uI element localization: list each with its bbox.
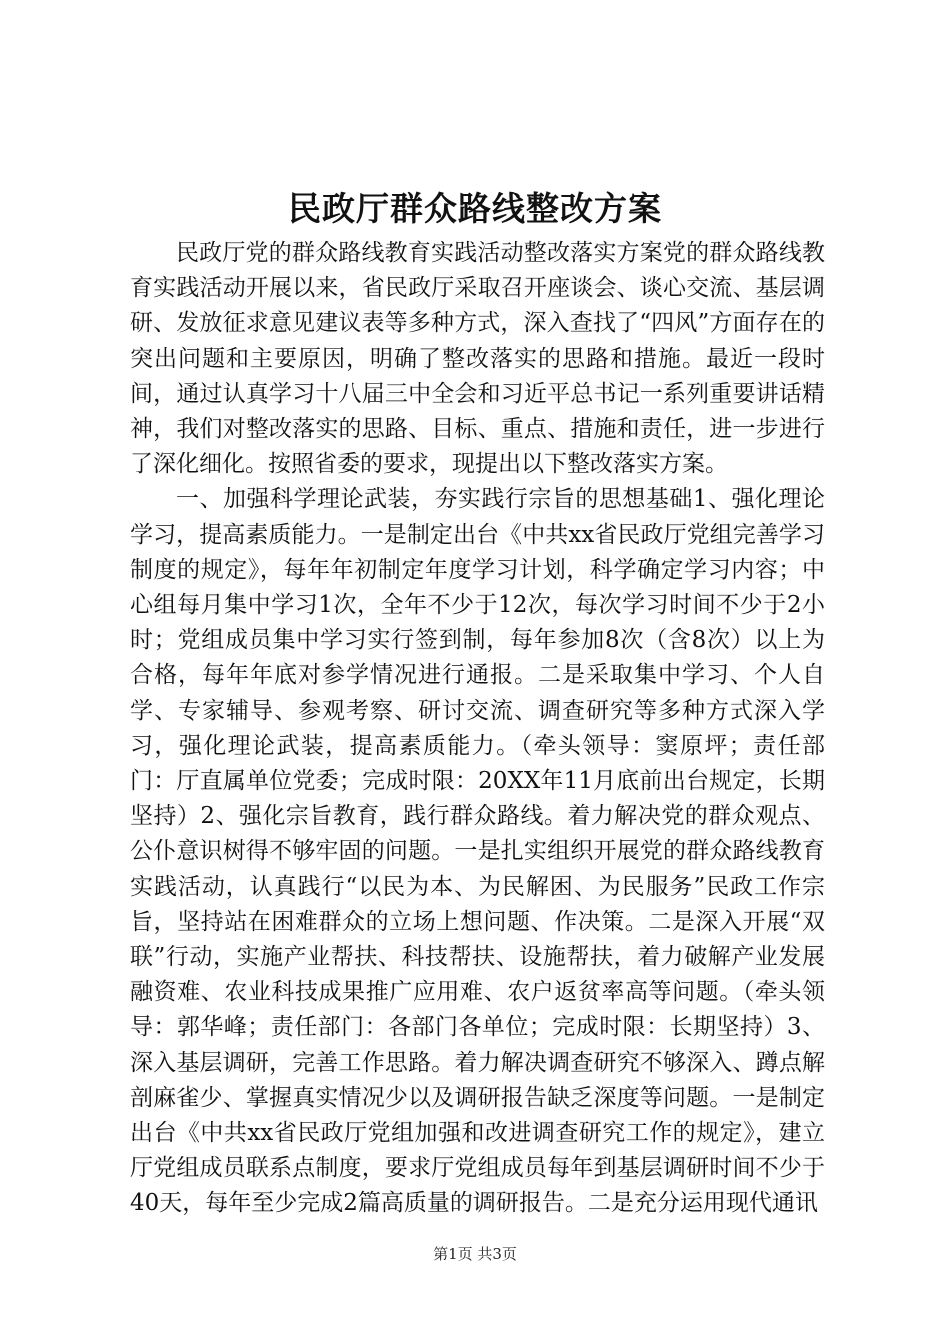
document-title: 民政厅群众路线整改方案: [288, 189, 662, 228]
document-body: [130, 236, 825, 1222]
body-paragraph-section-one: 一、加强科学理论武装，夯实践行宗旨的思想基础1、强化理论学习，提高素质能力。一是制定出台《中共xx省民政厅党组完善学习制度的规定》，每年年初制定年度学习计划，科学确定学习内容；中心组每月集中学习1次，全年不少于12次，每次学习时间不少于2小时；党组成员集中学习实行签到制，每年参加8次（含8次）以上为合格，每年年底对参学情况进行通报。二是采取集中学习、个人自学、专家辅导、参观考察、研讨交流、调查研究等多种方式深入学习，强化理论武装，提高素质能力。（牵头领导：窦原坪；责任部门：厅直属单位党委；完成时限：20XX年11月底前出台规定，长期坚持）2、强化宗旨教育，践行群众路线。着力解决党的群众观点、公仆意识树得不够牢固的问题。一是扎实组织开展党的群众路线教育实践活动，认真践行“以民为本、为民解困、为民服务”民政工作宗旨，坚持站在困难群众的立场上想问题、作决策。二是深入开展“双联”行动，实施产业帮扶、科技帮扶、设施帮扶，着力破解产业发展融资难、农业科技成果推广应用难、农户返贫率高等问题。（牵头领导：郭华峰；责任部门：各部门各单位；完成时限：长期坚持）3、深入基层调研，完善工作思路。着力解决调查研究不够深入、蹲点解剖麻雀少、掌握真实情况少以及调研报告缺乏深度等问题。一是制定出台《中共xx省民政厅党组加强和改进调查研究工作的规定》，建立厅党组成员联系点制度，要求厅党组成员每年到基层调研时间不少于40天，每年至少完成2篇高质量的调研报告。二是充分运用现代通讯: [130, 486, 825, 1217]
body-paragraph-intro: 民政厅党的群众路线教育实践活动整改落实方案党的群众路线教育实践活动开展以来，省民政厅采取召开座谈会、谈心交流、基层调研、发放征求意见建议表等多种方式，深入查找了“四风”方面存在的突出问题和主要原因，明确了整改落实的思路和措施。最近一段时间，通过认真学习十八届三中全会和习近平总书记一系列重要讲话精神，我们对整改落实的思路、目标、重点、措施和责任，进一步进行了深化细化。按照省委的要求，现提出以下整改落实方案。: [130, 240, 825, 478]
page-number-footer: 第1页 共3页: [433, 1245, 517, 1263]
